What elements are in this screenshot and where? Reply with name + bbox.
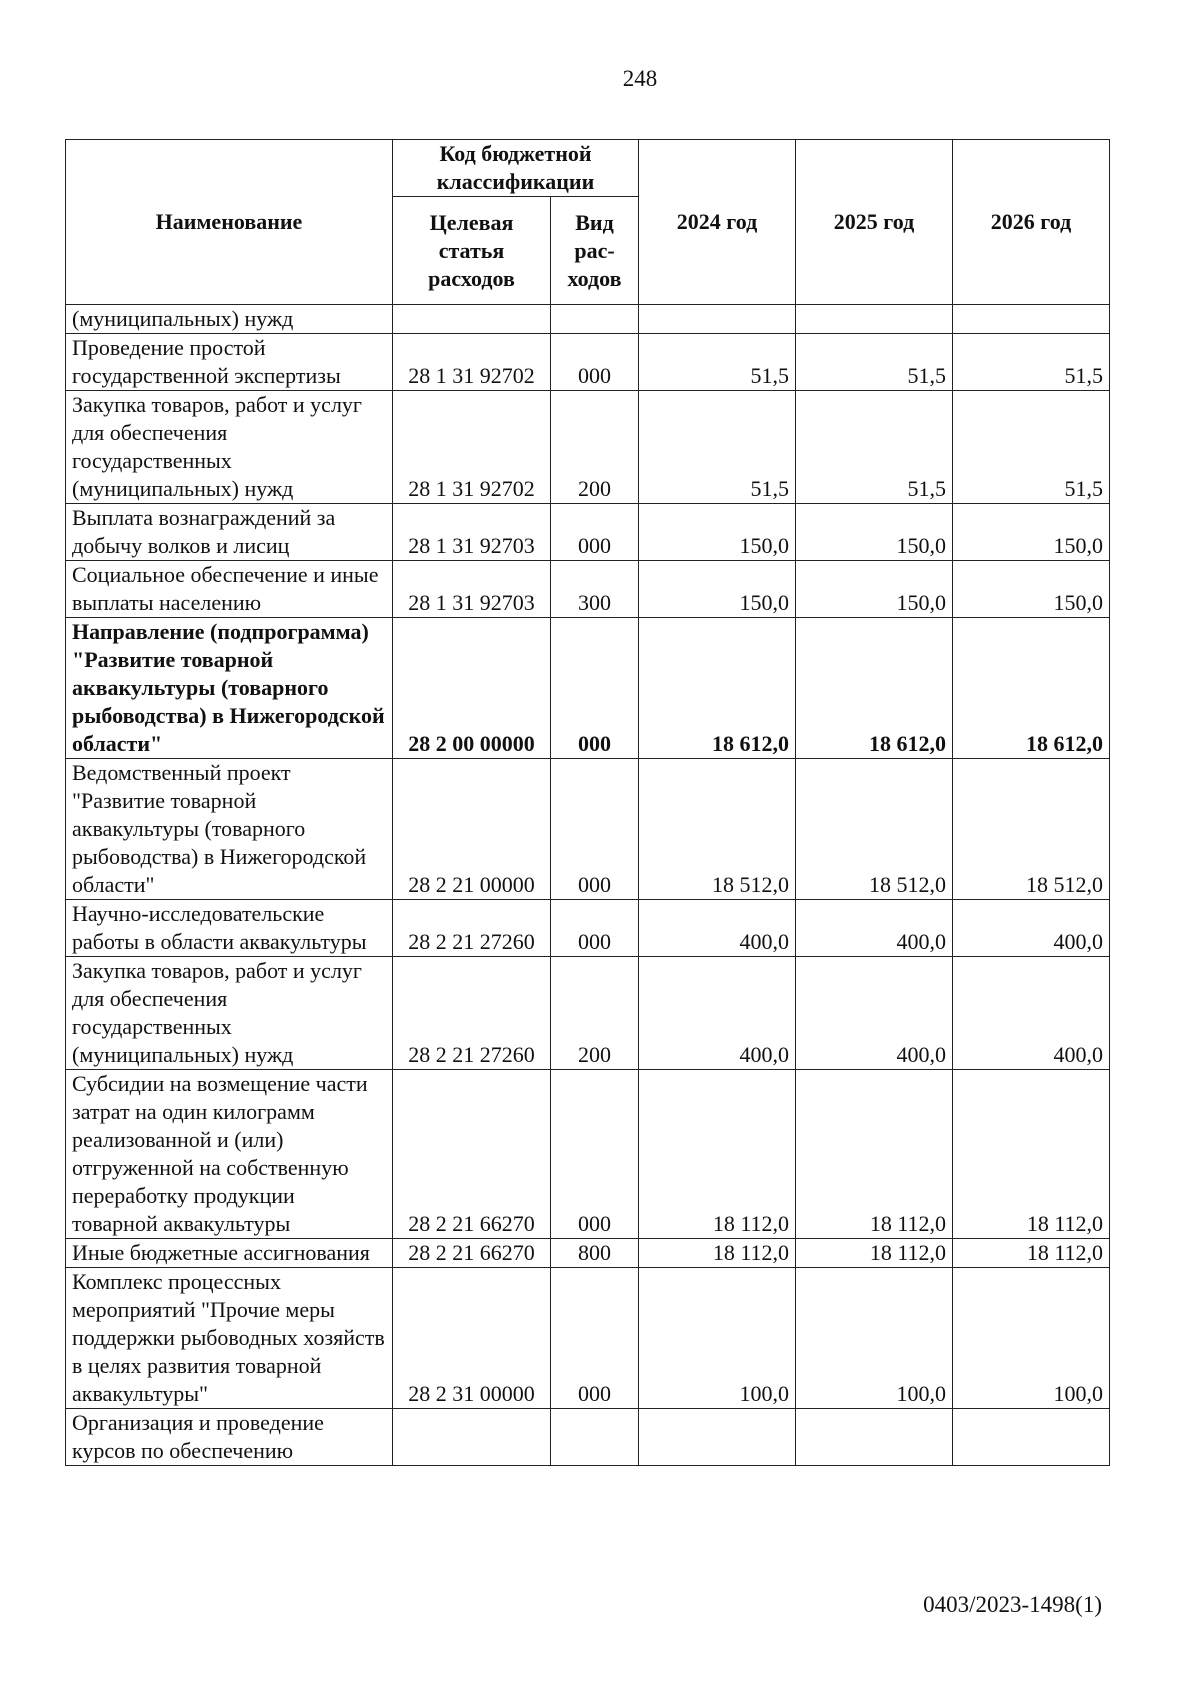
row-target-code xyxy=(393,305,551,334)
row-expense-type: 200 xyxy=(551,391,639,504)
row-expense-type: 200 xyxy=(551,957,639,1070)
row-value-2026: 18 512,0 xyxy=(953,759,1110,900)
row-value-2025: 150,0 xyxy=(796,561,953,618)
row-name: Организация и проведение курсов по обеспечению xyxy=(66,1409,393,1466)
row-value-2024 xyxy=(639,1409,796,1466)
row-value-2024: 150,0 xyxy=(639,561,796,618)
row-expense-type: 000 xyxy=(551,900,639,957)
row-name: Закупка товаров, работ и услуг для обеспечения государственных (муниципальных) нужд xyxy=(66,957,393,1070)
row-expense-type: 000 xyxy=(551,618,639,759)
row-name: Комплекс процессных мероприятий "Прочие меры поддержки рыбоводных хозяйств в целях развития товарной аквакультуры" xyxy=(66,1268,393,1409)
row-value-2024: 400,0 xyxy=(639,957,796,1070)
row-name: Закупка товаров, работ и услуг для обеспечения государственных (муниципальных) нужд xyxy=(66,391,393,504)
table-row xyxy=(66,504,1110,561)
row-value-2024: 51,5 xyxy=(639,391,796,504)
row-value-2024: 18 112,0 xyxy=(639,1070,796,1239)
row-target-code: 28 2 21 00000 xyxy=(393,759,551,900)
table-row xyxy=(66,618,1110,759)
row-value-2026: 51,5 xyxy=(953,391,1110,504)
row-value-2025 xyxy=(796,1409,953,1466)
row-target-code: 28 1 31 92702 xyxy=(393,334,551,391)
table-header xyxy=(66,140,1110,305)
row-value-2025 xyxy=(796,305,953,334)
row-expense-type xyxy=(551,1409,639,1466)
table-row xyxy=(66,334,1110,391)
row-target-code: 28 2 21 27260 xyxy=(393,900,551,957)
row-value-2026 xyxy=(953,305,1110,334)
table-row xyxy=(66,1070,1110,1239)
row-name: Иные бюджетные ассигнования xyxy=(66,1239,393,1268)
row-value-2025: 51,5 xyxy=(796,334,953,391)
row-value-2024: 18 112,0 xyxy=(639,1239,796,1268)
row-target-code: 28 1 31 92702 xyxy=(393,391,551,504)
table-row xyxy=(66,305,1110,334)
row-target-code: 28 1 31 92703 xyxy=(393,504,551,561)
row-value-2024: 18 612,0 xyxy=(639,618,796,759)
header-expense-type: Вид рас-ходов xyxy=(551,197,639,305)
header-2026: 2026 год xyxy=(953,140,1110,305)
row-expense-type: 000 xyxy=(551,334,639,391)
row-target-code: 28 2 00 00000 xyxy=(393,618,551,759)
row-expense-type: 000 xyxy=(551,1268,639,1409)
header-2025: 2025 год xyxy=(796,140,953,305)
table-row xyxy=(66,391,1110,504)
row-expense-type: 300 xyxy=(551,561,639,618)
row-target-code: 28 2 21 27260 xyxy=(393,957,551,1070)
row-target-code: 28 2 21 66270 xyxy=(393,1239,551,1268)
table-row xyxy=(66,1409,1110,1466)
row-name: Субсидии на возмещение части затрат на один килограмм реализованной и (или) отгруженной на собственную переработку продукции товарной аквакультуры xyxy=(66,1070,393,1239)
row-value-2024 xyxy=(639,305,796,334)
row-value-2025: 18 612,0 xyxy=(796,618,953,759)
table-row xyxy=(66,957,1110,1070)
row-expense-type: 000 xyxy=(551,759,639,900)
header-code-group: Код бюджетной классификации xyxy=(393,140,639,197)
table-row xyxy=(66,1239,1110,1268)
table-row xyxy=(66,900,1110,957)
page-number: 248 xyxy=(622,66,658,91)
row-value-2026: 400,0 xyxy=(953,957,1110,1070)
row-value-2024: 100,0 xyxy=(639,1268,796,1409)
header-name: Наименование xyxy=(66,140,393,305)
row-target-code: 28 2 31 00000 xyxy=(393,1268,551,1409)
row-expense-type xyxy=(551,305,639,334)
row-expense-type: 000 xyxy=(551,504,639,561)
row-value-2025: 51,5 xyxy=(796,391,953,504)
budget-table xyxy=(65,139,1110,1466)
row-value-2024: 150,0 xyxy=(639,504,796,561)
table-row xyxy=(66,759,1110,900)
row-value-2026: 18 112,0 xyxy=(953,1070,1110,1239)
row-value-2026: 100,0 xyxy=(953,1268,1110,1409)
row-name: Направление (подпрограмма) "Развитие товарной аквакультуры (товарного рыбоводства) в Нижегородской области" xyxy=(66,618,393,759)
row-value-2026: 51,5 xyxy=(953,334,1110,391)
row-value-2026: 18 612,0 xyxy=(953,618,1110,759)
row-name: Научно-исследовательские работы в области аквакультуры xyxy=(66,900,393,957)
row-value-2025: 150,0 xyxy=(796,504,953,561)
table-body xyxy=(66,305,1110,1466)
row-value-2024: 18 512,0 xyxy=(639,759,796,900)
row-value-2025: 18 112,0 xyxy=(796,1239,953,1268)
row-name: Социальное обеспечение и иные выплаты населению xyxy=(66,561,393,618)
document-id: 0403/2023-1498(1) xyxy=(923,1592,1102,1617)
row-value-2026: 18 112,0 xyxy=(953,1239,1110,1268)
row-value-2025: 18 112,0 xyxy=(796,1070,953,1239)
row-value-2024: 400,0 xyxy=(639,900,796,957)
row-expense-type: 800 xyxy=(551,1239,639,1268)
row-value-2026 xyxy=(953,1409,1110,1466)
row-name: (муниципальных) нужд xyxy=(66,305,393,334)
row-name: Ведомственный проект "Развитие товарной аквакультуры (товарного рыбоводства) в Нижегородской области" xyxy=(66,759,393,900)
row-value-2026: 150,0 xyxy=(953,561,1110,618)
row-target-code: 28 1 31 92703 xyxy=(393,561,551,618)
row-target-code: 28 2 21 66270 xyxy=(393,1070,551,1239)
row-value-2025: 400,0 xyxy=(796,900,953,957)
header-2024: 2024 год xyxy=(639,140,796,305)
table-row xyxy=(66,561,1110,618)
row-name: Проведение простой государственной экспертизы xyxy=(66,334,393,391)
row-value-2025: 18 512,0 xyxy=(796,759,953,900)
row-value-2026: 400,0 xyxy=(953,900,1110,957)
row-value-2026: 150,0 xyxy=(953,504,1110,561)
row-value-2025: 400,0 xyxy=(796,957,953,1070)
row-value-2025: 100,0 xyxy=(796,1268,953,1409)
row-value-2024: 51,5 xyxy=(639,334,796,391)
header-target-article: Целевая статья расходов xyxy=(393,197,551,305)
row-name: Выплата вознаграждений за добычу волков и лисиц xyxy=(66,504,393,561)
table-row xyxy=(66,1268,1110,1409)
row-target-code xyxy=(393,1409,551,1466)
row-expense-type: 000 xyxy=(551,1070,639,1239)
